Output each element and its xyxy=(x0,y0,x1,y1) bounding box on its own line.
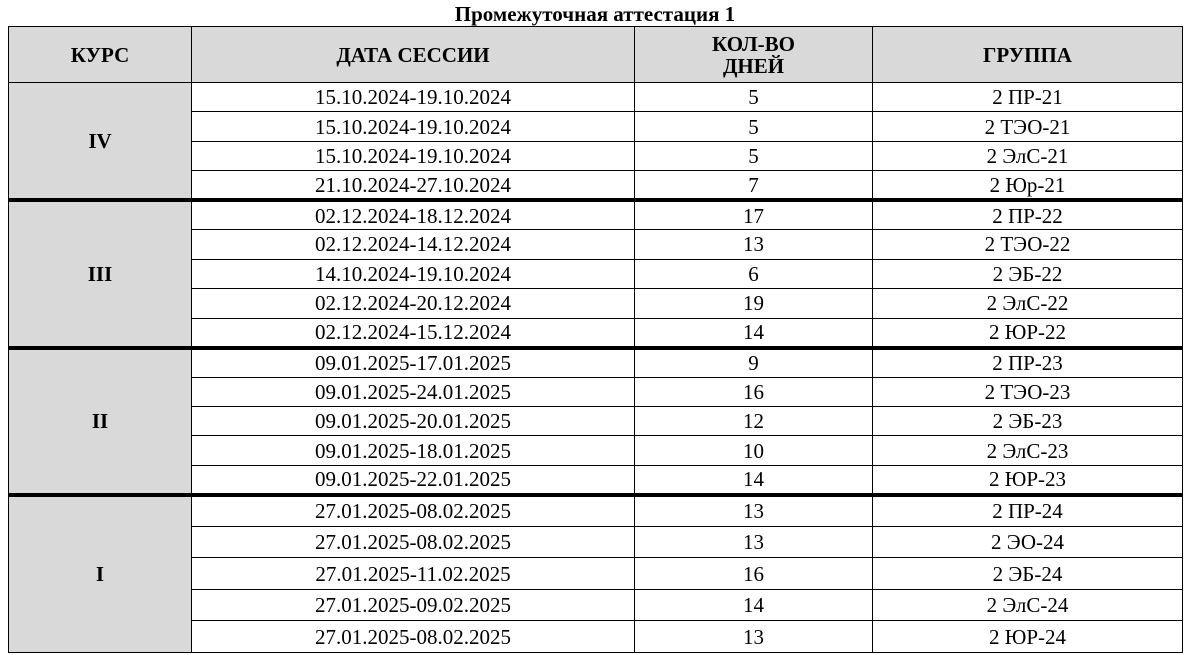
date-cell: 15.10.2024-19.10.2024 xyxy=(192,141,635,170)
header-date: ДАТА СЕССИИ xyxy=(192,27,635,83)
group-cell: 2 ПР-24 xyxy=(873,495,1183,526)
group-cell: 2 ПР-22 xyxy=(873,200,1183,229)
group-cell: 2 ЭлС-24 xyxy=(873,589,1183,620)
days-cell: 9 xyxy=(635,348,873,377)
days-cell: 12 xyxy=(635,406,873,435)
group-cell: 2 ЭлС-23 xyxy=(873,436,1183,465)
group-cell: 2 ЭБ-23 xyxy=(873,406,1183,435)
date-cell: 21.10.2024-27.10.2024 xyxy=(192,171,635,200)
schedule-table xyxy=(8,26,1183,653)
days-cell: 13 xyxy=(635,621,873,653)
date-cell: 02.12.2024-15.12.2024 xyxy=(192,318,635,347)
date-cell: 02.12.2024-20.12.2024 xyxy=(192,289,635,318)
group-cell: 2 ЮР-23 xyxy=(873,465,1183,494)
date-cell: 27.01.2025-11.02.2025 xyxy=(192,558,635,589)
table-row xyxy=(9,83,1183,112)
date-cell: 27.01.2025-08.02.2025 xyxy=(192,526,635,557)
date-cell: 02.12.2024-14.12.2024 xyxy=(192,230,635,259)
days-cell: 5 xyxy=(635,83,873,112)
days-cell: 14 xyxy=(635,465,873,494)
days-cell: 5 xyxy=(635,141,873,170)
group-cell: 2 ТЭО-22 xyxy=(873,230,1183,259)
days-cell: 16 xyxy=(635,377,873,406)
group-cell: 2 ЭлС-22 xyxy=(873,289,1183,318)
header-days xyxy=(635,27,873,83)
group-cell: 2 ЭлС-21 xyxy=(873,141,1183,170)
group-cell: 2 ПР-21 xyxy=(873,83,1183,112)
kurs-cell: IV xyxy=(9,83,192,201)
date-cell: 27.01.2025-08.02.2025 xyxy=(192,495,635,526)
date-cell: 27.01.2025-09.02.2025 xyxy=(192,589,635,620)
group-cell: 2 ТЭО-21 xyxy=(873,112,1183,141)
days-cell: 14 xyxy=(635,589,873,620)
date-cell: 15.10.2024-19.10.2024 xyxy=(192,83,635,112)
group-cell: 2 ЮР-22 xyxy=(873,318,1183,347)
date-cell: 09.01.2025-24.01.2025 xyxy=(192,377,635,406)
date-cell: 09.01.2025-20.01.2025 xyxy=(192,406,635,435)
table-row xyxy=(9,348,1183,377)
group-cell: 2 ТЭО-23 xyxy=(873,377,1183,406)
days-cell: 13 xyxy=(635,495,873,526)
days-cell: 16 xyxy=(635,558,873,589)
group-cell: 2 ЭО-24 xyxy=(873,526,1183,557)
table-body xyxy=(9,83,1183,653)
header-days-line2: ДНЕЙ xyxy=(722,53,785,78)
date-cell: 15.10.2024-19.10.2024 xyxy=(192,112,635,141)
days-cell: 13 xyxy=(635,230,873,259)
days-cell: 10 xyxy=(635,436,873,465)
header-days-line1: КОЛ-ВО xyxy=(712,31,795,56)
page-title: Промежуточная аттестация 1 xyxy=(454,2,736,26)
days-cell: 17 xyxy=(635,200,873,229)
date-cell: 09.01.2025-18.01.2025 xyxy=(192,436,635,465)
days-cell: 6 xyxy=(635,259,873,288)
group-cell: 2 ЭБ-24 xyxy=(873,558,1183,589)
days-cell: 14 xyxy=(635,318,873,347)
header-group: ГРУППА xyxy=(873,27,1183,83)
date-cell: 09.01.2025-22.01.2025 xyxy=(192,465,635,494)
date-cell: 27.01.2025-08.02.2025 xyxy=(192,621,635,653)
date-cell: 09.01.2025-17.01.2025 xyxy=(192,348,635,377)
days-cell: 5 xyxy=(635,112,873,141)
group-cell: 2 ПР-23 xyxy=(873,348,1183,377)
group-cell: 2 ЮР-24 xyxy=(873,621,1183,653)
kurs-cell: I xyxy=(9,495,192,653)
table-row xyxy=(9,495,1183,526)
group-cell: 2 ЭБ-22 xyxy=(873,259,1183,288)
group-cell: 2 Юр-21 xyxy=(873,171,1183,200)
kurs-cell: III xyxy=(9,200,192,347)
table-row xyxy=(9,200,1183,229)
days-cell: 19 xyxy=(635,289,873,318)
date-cell: 02.12.2024-18.12.2024 xyxy=(192,200,635,229)
header-kurs: КУРС xyxy=(9,27,192,83)
days-cell: 7 xyxy=(635,171,873,200)
header-row xyxy=(9,27,1183,83)
days-cell: 13 xyxy=(635,526,873,557)
kurs-cell: II xyxy=(9,348,192,495)
date-cell: 14.10.2024-19.10.2024 xyxy=(192,259,635,288)
